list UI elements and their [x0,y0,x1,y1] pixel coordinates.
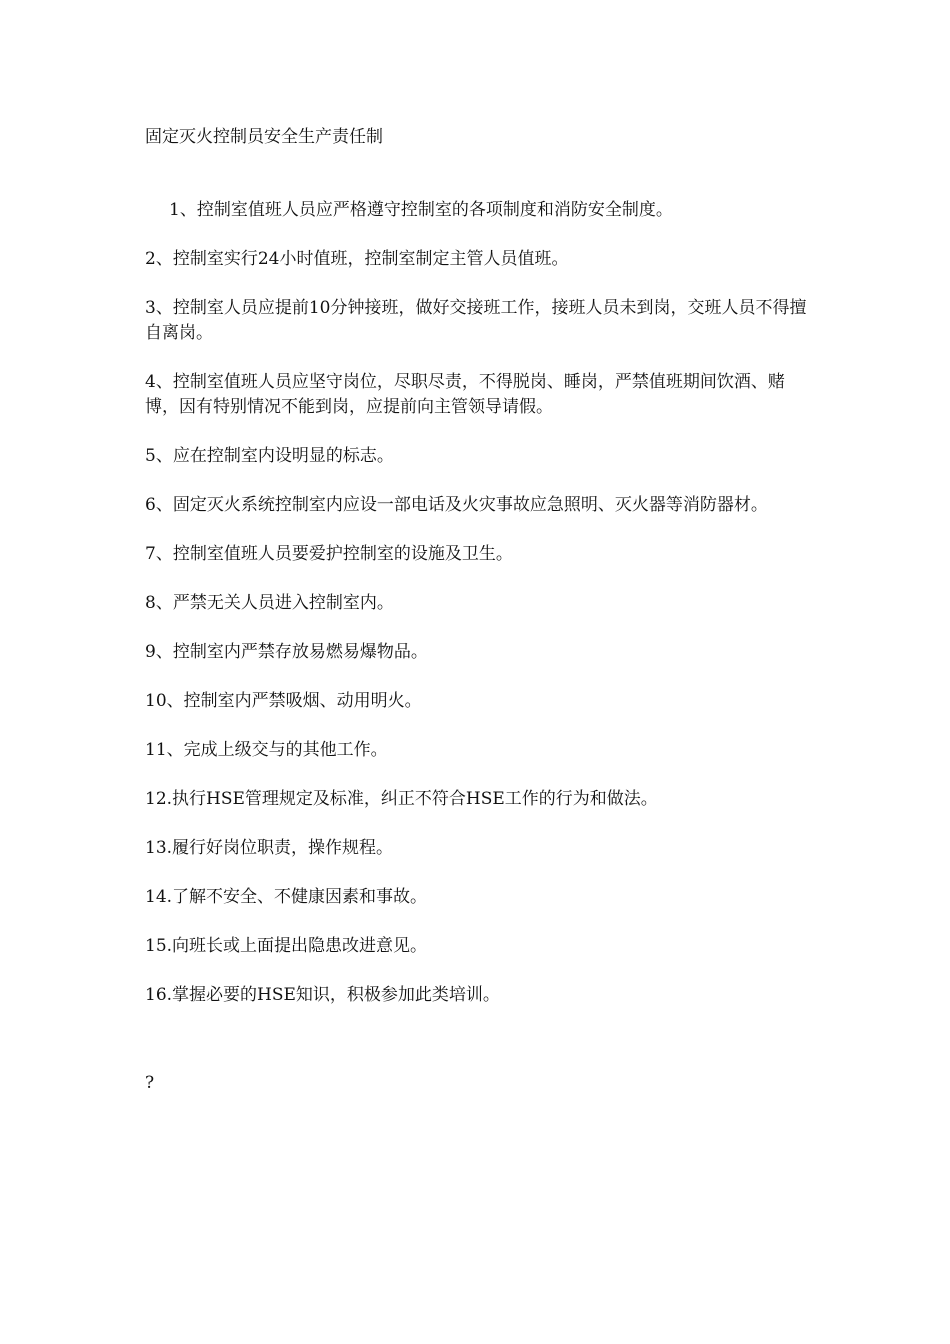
paragraph-8: 8、严禁无关人员进入控制室内。 [145,593,394,613]
paragraph-3: 3、控制室人员应提前10分钟接班，做好交接班工作，接班人员未到岗，交班人员不得擅自离岗。 [145,298,807,343]
paragraph-12: 12.执行HSE管理规定及标准，纠正不符合HSE工作的行为和做法。 [145,789,658,809]
paragraph-5: 5、应在控制室内设明显的标志。 [145,446,394,466]
paragraph-13: 13.履行好岗位职责，操作规程。 [145,838,394,858]
paragraph-2: 2、控制室实行24小时值班，控制室制定主管人员值班。 [145,249,569,269]
paragraph-14: 14.了解不安全、不健康因素和事故。 [145,887,428,907]
paragraph-7: 7、控制室值班人员要爱护控制室的设施及卫生。 [145,544,513,564]
document-title: 固定灭火控制员安全生产责任制 [145,127,383,147]
paragraph-15: 15.向班长或上面提出隐患改进意见。 [145,936,428,956]
paragraph-1: 1、控制室值班人员应严格遵守控制室的各项制度和消防安全制度。 [169,200,673,220]
paragraph-16: 16.掌握必要的HSE知识，积极参加此类培训。 [145,985,500,1005]
trailing-question-mark: ? [145,1073,155,1093]
document-body [145,198,813,1032]
paragraph-11: 11、完成上级交与的其他工作。 [145,740,388,760]
paragraph-10: 10、控制室内严禁吸烟、动用明火。 [145,691,422,711]
paragraph-9: 9、控制室内严禁存放易燃易爆物品。 [145,642,428,662]
paragraph-4: 4、控制室值班人员应坚守岗位，尽职尽责，不得脱岗、睡岗，严禁值班期间饮酒、赌博，因有特别情况不能到岗，应提前向主管领导请假。 [145,372,785,417]
paragraph-6: 6、固定灭火系统控制室内应设一部电话及火灾事故应急照明、灭火器等消防器材。 [145,495,768,515]
